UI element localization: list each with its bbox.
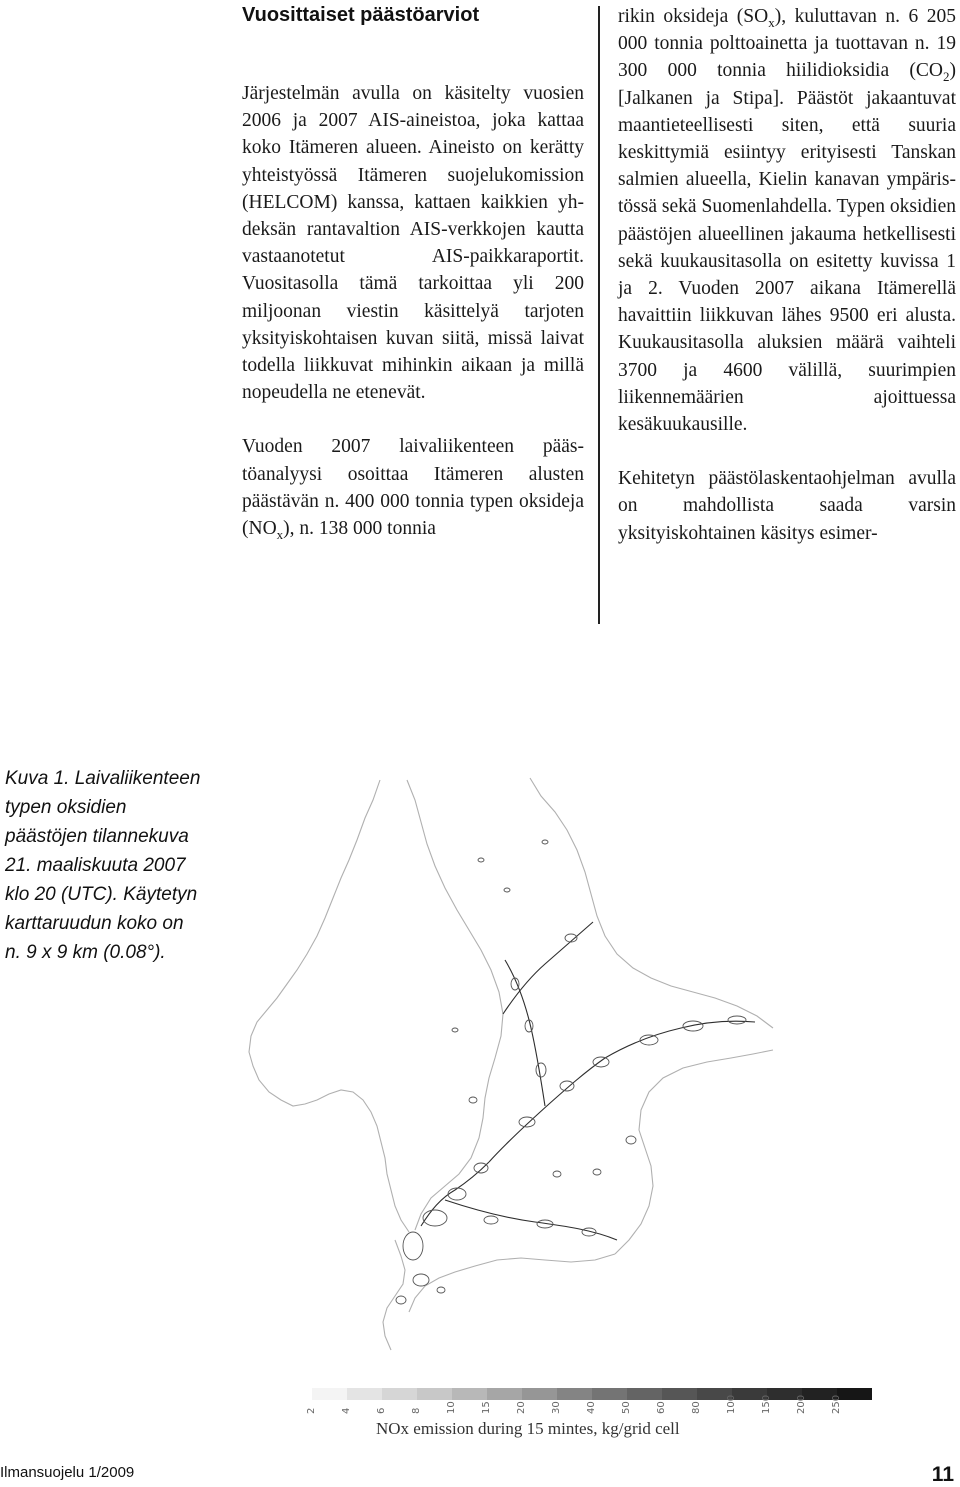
emission-contour: [445, 1200, 617, 1240]
emission-cell: [560, 1081, 574, 1091]
scale-tick-label: 80: [691, 1401, 702, 1414]
subscript: x: [768, 15, 775, 30]
scale-tick-label: 250: [831, 1394, 842, 1414]
emission-cell: [452, 1028, 458, 1032]
emission-cell: [396, 1296, 406, 1304]
scale-tick-label: 15: [481, 1401, 492, 1414]
coastline-finland: [530, 778, 773, 1028]
scale-tick-label: 200: [796, 1394, 807, 1414]
emission-cell: [504, 888, 510, 892]
subscript: x: [276, 527, 284, 543]
scale-tick-label: 100: [726, 1394, 737, 1414]
scale-swatch: [312, 1388, 347, 1400]
emission-cell: [683, 1021, 703, 1031]
emission-cell: [448, 1188, 466, 1200]
emission-contour: [421, 1162, 489, 1226]
coastline-denmark: [383, 1240, 405, 1350]
emission-cell: [728, 1016, 746, 1024]
color-scale: [290, 1386, 960, 1416]
subscript: 2: [943, 69, 950, 85]
scale-swatch: [522, 1388, 557, 1400]
emission-cell: [484, 1216, 498, 1224]
scale-swatch: [487, 1388, 522, 1400]
scale-tick-label: 30: [551, 1401, 562, 1414]
emission-cell: [519, 1117, 535, 1127]
coastline-south: [409, 1254, 615, 1312]
paragraph: Vuoden 2007 laivaliikenteen päästöanalyysi osoittaa Itämeren alusten päästävän n. 400 000 tonnia typen oksideja $(NO_x)$, n. 138 000 tonnia: [242, 436, 584, 543]
paragraph: rikin oksideja $(SO_x)$, kuluttavan n. 6 205 000 tonnia polttoainetta ja tuottavan n. 19 300 000 tonnia hiilidioksidia $(CO_2)$ [Jalkanen ja Stipa]. Päästöt jakaantuvat maantieteellisesti siten, että suuria keskittymiä esiintyy erityisesti Tanskan salmien alueella, Kielin kanavan ympäristössä sekä Suomenlahdella. Typen oksidien päästöjen alueellinen jakauma hetkellisesti sekä kuukausitasolla on esitetty kuvissa 1 ja 2. Vuoden 2007 aikana Itämerellä havaittiin liikkuvan lähes 9500 eri alusta. Kuukausitasolla aluksien määrä vaihteli 3700 ja 4600 välillä, suurimpien liikennemäärien ajoittuessa kesäkuukausille.: [618, 6, 956, 436]
emission-cell: [403, 1232, 423, 1260]
text-column-left: [242, 80, 584, 542]
scale-tick-label: 4: [341, 1407, 352, 1414]
emission-contour: [605, 1021, 755, 1058]
emission-contour: [503, 922, 593, 1014]
emission-cell: [437, 1287, 445, 1293]
emission-cell: [542, 840, 548, 844]
scale-swatch: [557, 1388, 592, 1400]
emission-cell: [474, 1163, 488, 1173]
scale-swatch: [382, 1388, 417, 1400]
text-column-right: [618, 3, 956, 547]
scale-swatch: [592, 1388, 627, 1400]
emission-cell: [478, 858, 484, 862]
scale-tick-label: 60: [656, 1401, 667, 1414]
footer-publication: Ilmansuojelu 1/2009: [0, 1464, 135, 1481]
scale-tick-label: 150: [761, 1394, 772, 1414]
scale-tick-label: 8: [411, 1407, 422, 1414]
scale-tick-label: 10: [446, 1401, 457, 1414]
figure-caption: Kuva 1. Laivaliikenteen typen oksidien päästöjen tilannekuva 21. maaliskuuta 2007 klo 20 (UTC). Käytetyn karttaruudun koko on n. 9 x 9 km (0.08°).: [5, 768, 201, 963]
scale-swatch: [627, 1388, 662, 1400]
emission-map: [245, 770, 960, 1390]
scale-swatch: [347, 1388, 382, 1400]
scale-swatch: [417, 1388, 452, 1400]
emission-cell: [626, 1136, 636, 1144]
emission-cell: [413, 1274, 429, 1286]
color-scale-title: NOx emission during 15 mintes, kg/grid cell: [376, 1419, 680, 1438]
scale-tick-label: 6: [376, 1407, 387, 1414]
emission-cell: [593, 1057, 609, 1067]
paragraph: Kehitetyn päästölaskentaohjelman avulla on mahdollista saada varsin yksityiskohtainen käsitys esimer-: [618, 468, 956, 544]
emission-cell: [536, 1063, 546, 1077]
emission-cell: [553, 1171, 561, 1177]
page-number: 11: [931, 1463, 954, 1486]
scale-tick-label: 40: [586, 1401, 597, 1414]
emission-cell: [593, 1169, 601, 1175]
scale-swatch: [662, 1388, 697, 1400]
scale-tick-label: 2: [306, 1407, 317, 1414]
section-heading: Vuosittaiset päästöarviot: [242, 4, 480, 26]
scale-swatch: [837, 1388, 872, 1400]
column-divider: [598, 6, 600, 624]
paragraph: Järjestelmän avulla on käsitelty vuosien 2006 ja 2007 AIS-aineistoa, joka kattaa koko Itämeren alueen. Aineisto on kerätty yhteistyössä Itämeren suojelukomission (HELCOM) kanssa, kattaen kaikkien yhdeksän rantavaltion AIS-verkkojen kautta vastaanotetut AIS-paikkaraportit. Vuositasolla tämä tarkoittaa yli 200 miljoonan viestin käsittelyä tarjoten yksityiskohtaisen kuvan siitä, missä laivat todella liikkuvat mihinkin aikaan ja millä nopeudella ne etenevät.: [242, 83, 584, 404]
emission-contour: [489, 1058, 605, 1162]
scale-tick-label: 50: [621, 1401, 632, 1414]
coastline-scandinavia: [249, 780, 409, 1232]
coastline-baltic-states: [615, 1050, 773, 1254]
scale-tick-label: 20: [516, 1401, 527, 1414]
emission-cell: [469, 1097, 477, 1103]
scale-swatch: [452, 1388, 487, 1400]
